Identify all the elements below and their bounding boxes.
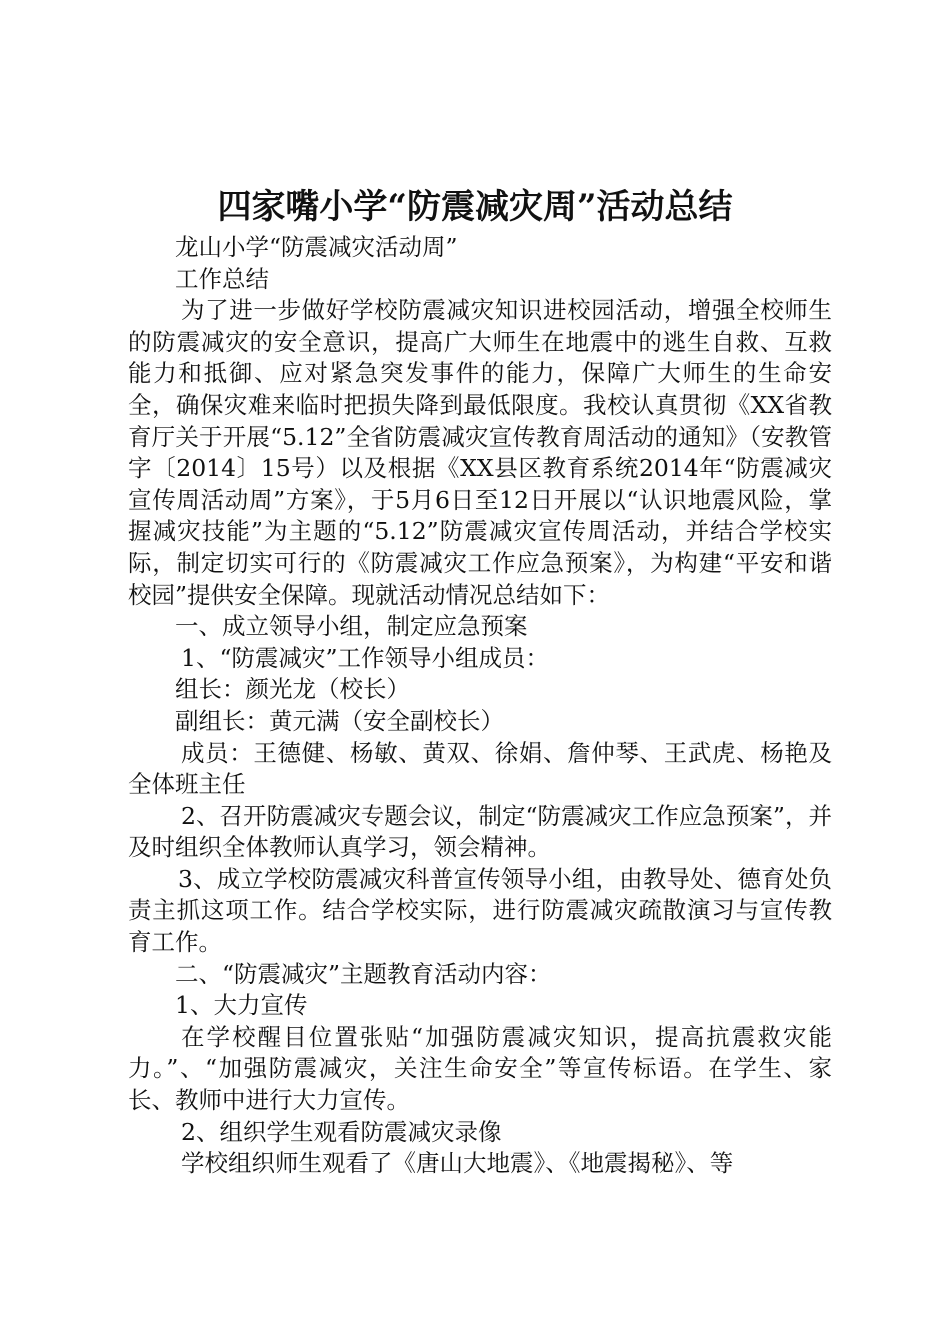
paragraph-members: 成员：王德健、杨敏、黄双、徐娟、詹仲琴、王武虎、杨艳及全体班主任	[128, 738, 832, 799]
heading-publicity: 1、大力宣传	[175, 991, 308, 1020]
paragraph-deputy-leader: 副组长：黄元满（安全副校长）	[175, 706, 504, 735]
heading-section-two: 二、“防震减灾”主题教育活动内容：	[175, 959, 552, 988]
heading-section-one: 一、成立领导小组，制定应急预案	[175, 612, 528, 641]
paragraph-subtitle: 工作总结	[175, 264, 269, 293]
document-title: 四家嘴小学“防震减灾周”活动总结	[217, 187, 733, 227]
document-body	[128, 232, 832, 1180]
paragraph-leader-group: 1、“防震减灾”工作领导小组成员：	[181, 643, 549, 672]
heading-video: 2、组织学生观看防震减灾录像	[181, 1117, 502, 1146]
paragraph-meeting: 2、召开防震减灾专题会议，制定“防震减灾工作应急预案”，并及时组织全体教师认真学习，领会精神。	[128, 801, 832, 862]
paragraph-group-leader: 组长：颜光龙（校长）	[175, 675, 410, 704]
paragraph-school-line: 龙山小学“防震减灾活动周”	[175, 233, 458, 261]
paragraph-publicity: 在学校醒目位置张贴“加强防震减灾知识，提高抗震救灾能力。”、“加强防震减灾，关注生命安全”等宣传标语。在学生、家长、教师中进行大力宣传。	[128, 1022, 832, 1115]
paragraph-video: 学校组织师生观看了《唐山大地震》、《地震揭秘》、等	[181, 1149, 734, 1178]
paragraph-intro: 为了进一步做好学校防震减灾知识进校园活动，增强全校师生的防震减灾的安全意识，提高广大师生在地震中的逃生自救、互救能力和抵御、应对紧急突发事件的能力，保障广大师生的生命安全，确保灾难来临时把损失降到最低限度。我校认真贯彻《XX省教育厅关于开展“5.12”全省防震减灾宣传教育周活动的通知》（安教管字〔2014〕15号）以及根据《XX县区教育系统2014年“防震减灾宣传周活动周”方案》，于5月6日至12日开展以“认识地震风险，掌握减灾技能”为主题的“5.12”防震减灾宣传周活动，并结合学校实际，制定切实可行的《防震减灾工作应急预案》，为构建“平安和谐校园”提供安全保障。现就活动情况总结如下：	[128, 296, 832, 609]
paragraph-science-group: 3、成立学校防震减灾科普宣传领导小组，由教导处、德育处负责主抓这项工作。结合学校实际，进行防震减灾疏散演习与宣传教育工作。	[128, 864, 832, 957]
